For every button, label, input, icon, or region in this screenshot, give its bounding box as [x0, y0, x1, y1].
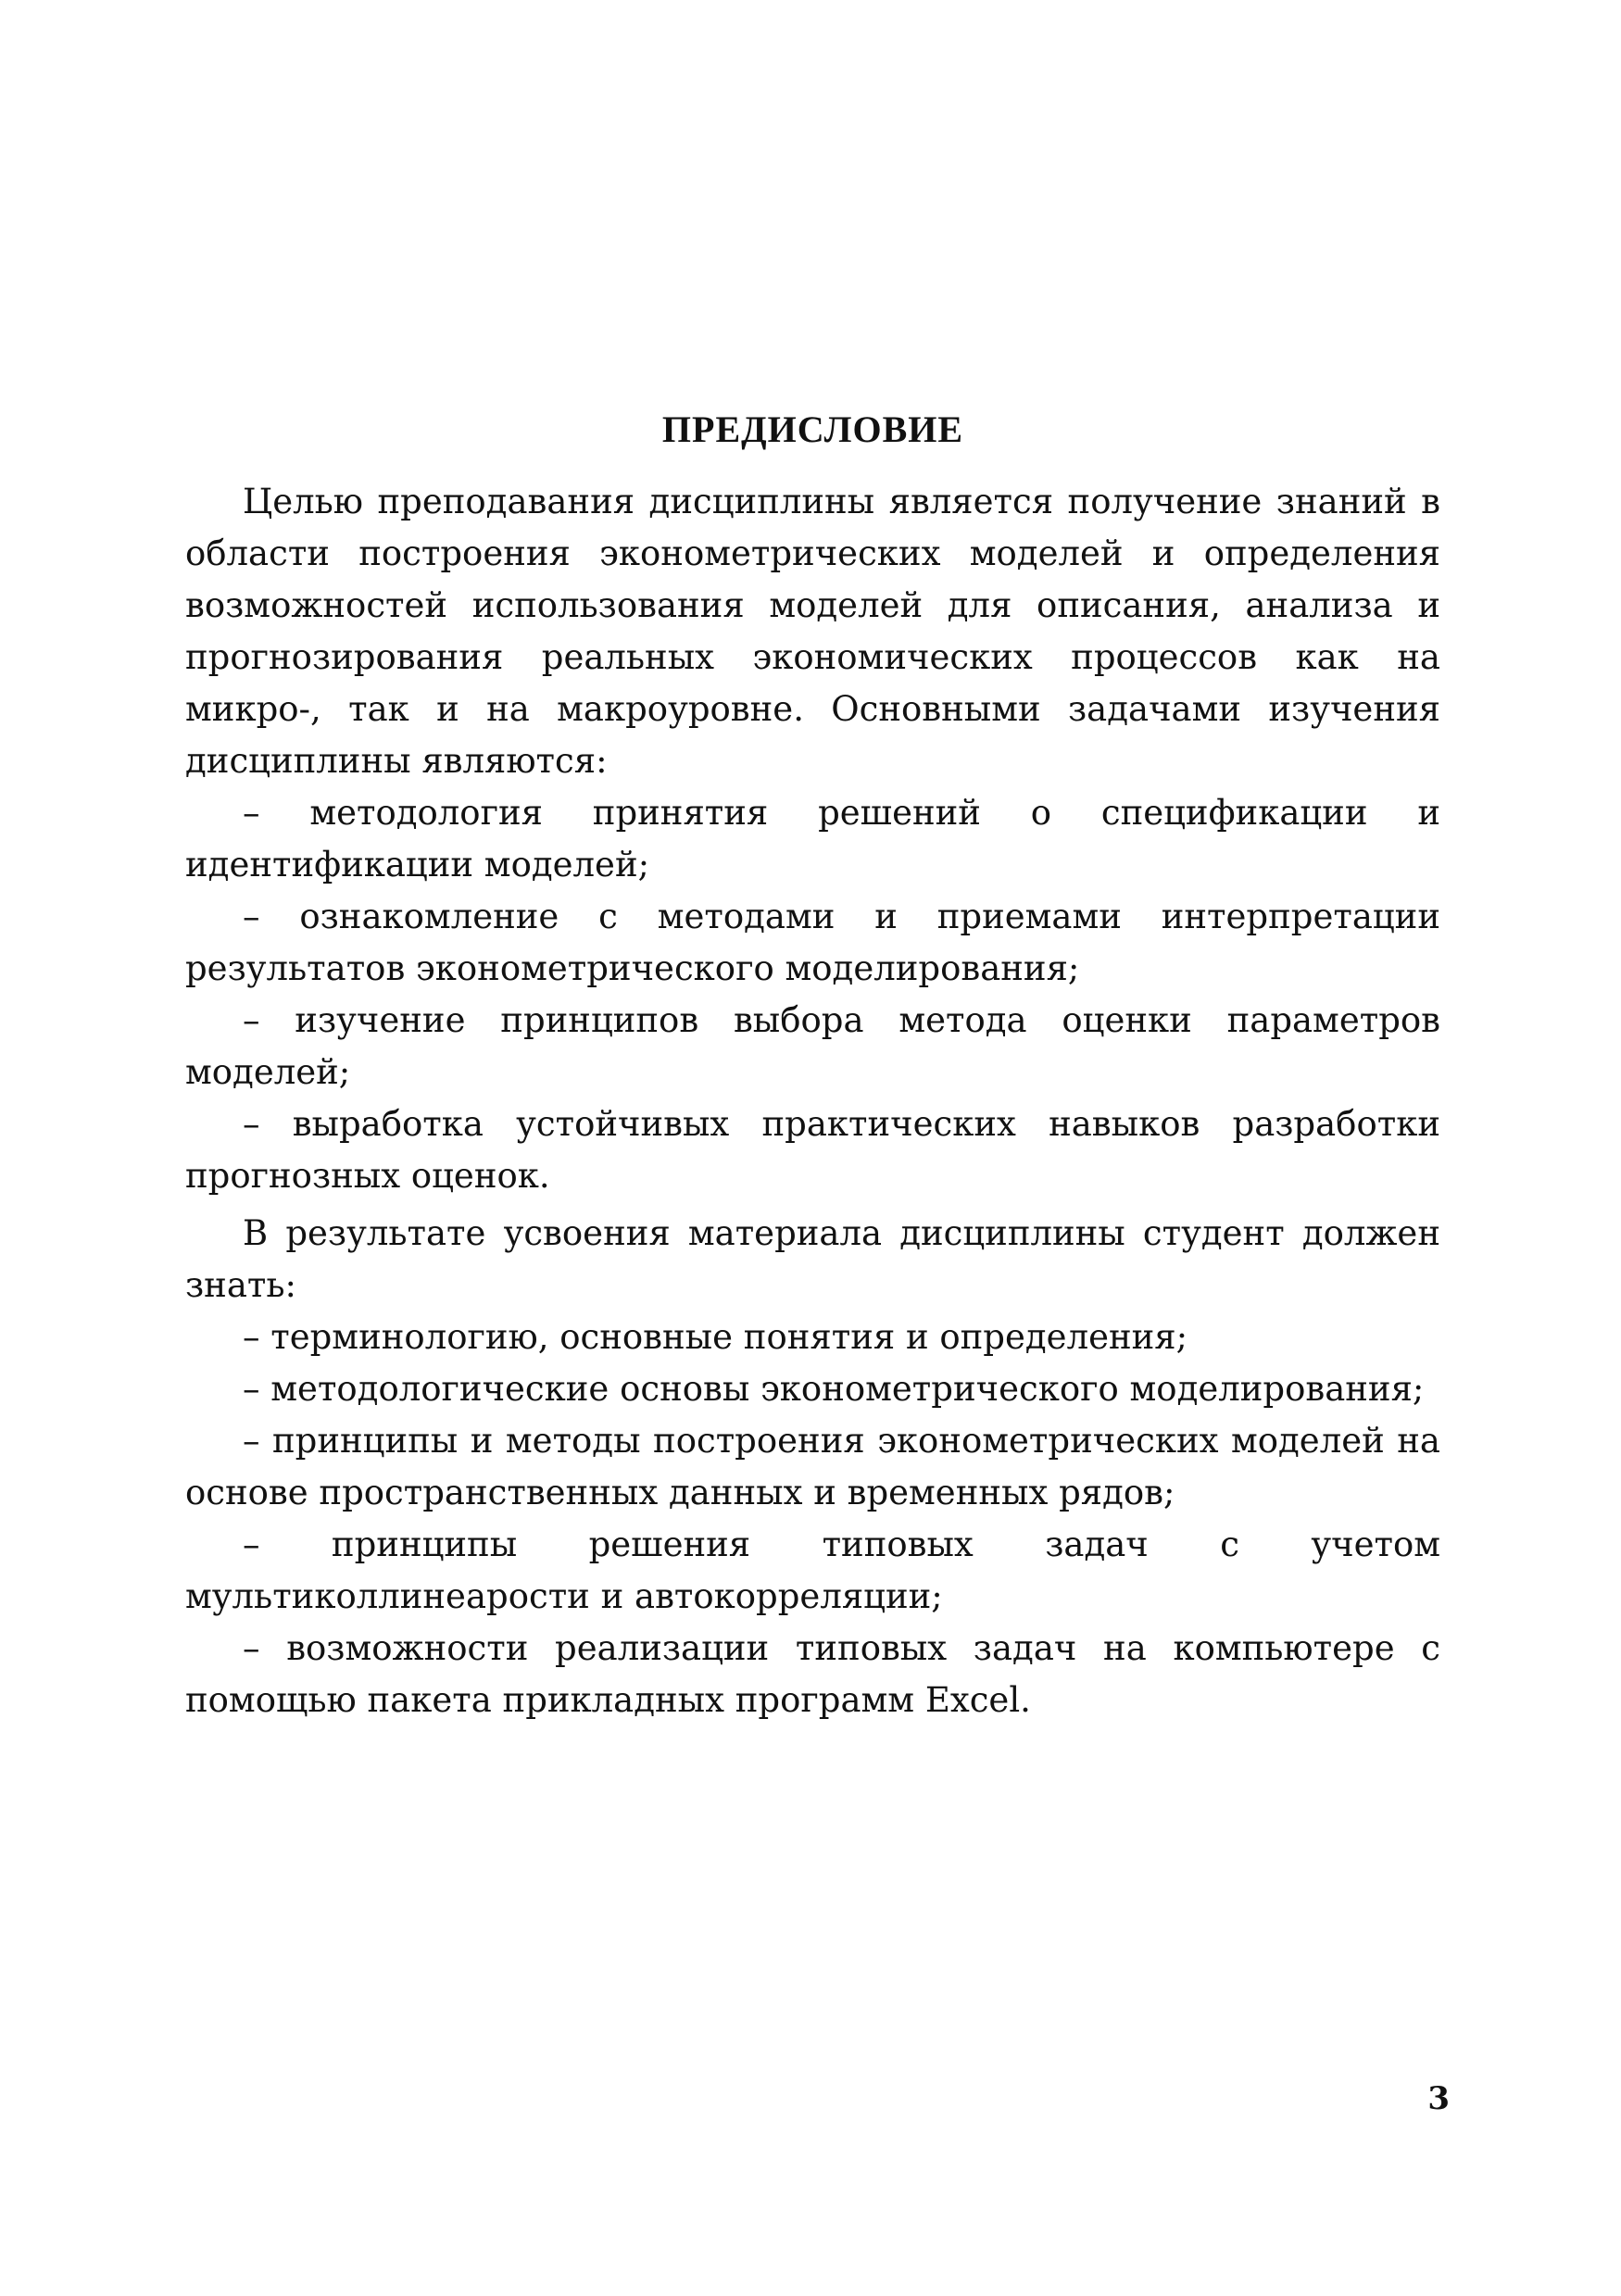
knowledge-list: [185, 1311, 1440, 1726]
page-body: [185, 408, 1440, 1726]
list-item: – возможности реализации типовых задач на компьютере с помощью пакета прикладных программ Excel.: [185, 1628, 1440, 1720]
knowledge-intro-paragraph: В результате усвоения материала дисциплины студент должен знать:: [185, 1213, 1440, 1305]
page-title: ПРЕДИСЛОВИЕ: [661, 408, 964, 450]
page-number: 3: [1427, 2080, 1450, 2117]
list-item: – ознакомление с методами и приемами интерпретации результатов эконометрического моделирования;: [185, 897, 1440, 988]
list-item: – методологические основы эконометрического моделирования;: [243, 1369, 1425, 1409]
intro-paragraph: Целью преподавания дисциплины является получение знаний в области построения эконометрических моделей и определения возможностей использования моделей для описания, анализа и прогнозирования реальных экономических процессов как на микро-, так и на макроуровне. Основными задачами изучения дисциплины являются:: [185, 482, 1440, 781]
list-item: – терминологию, основные понятия и определения;: [243, 1317, 1188, 1357]
list-item: – принципы решения типовых задач с учетом мультиколлинеарости и автокорреляции;: [185, 1524, 1440, 1616]
list-item: – выработка устойчивых практических навыков разработки прогнозных оценок.: [185, 1104, 1440, 1196]
list-item: – изучение принципов выбора метода оценки параметров моделей;: [185, 1000, 1440, 1092]
tasks-list: [185, 787, 1440, 1202]
list-item: – методология принятия решений о спецификации и идентификации моделей;: [185, 793, 1440, 885]
list-item: – принципы и методы построения эконометрических моделей на основе пространственных данных и временных рядов;: [185, 1421, 1440, 1512]
